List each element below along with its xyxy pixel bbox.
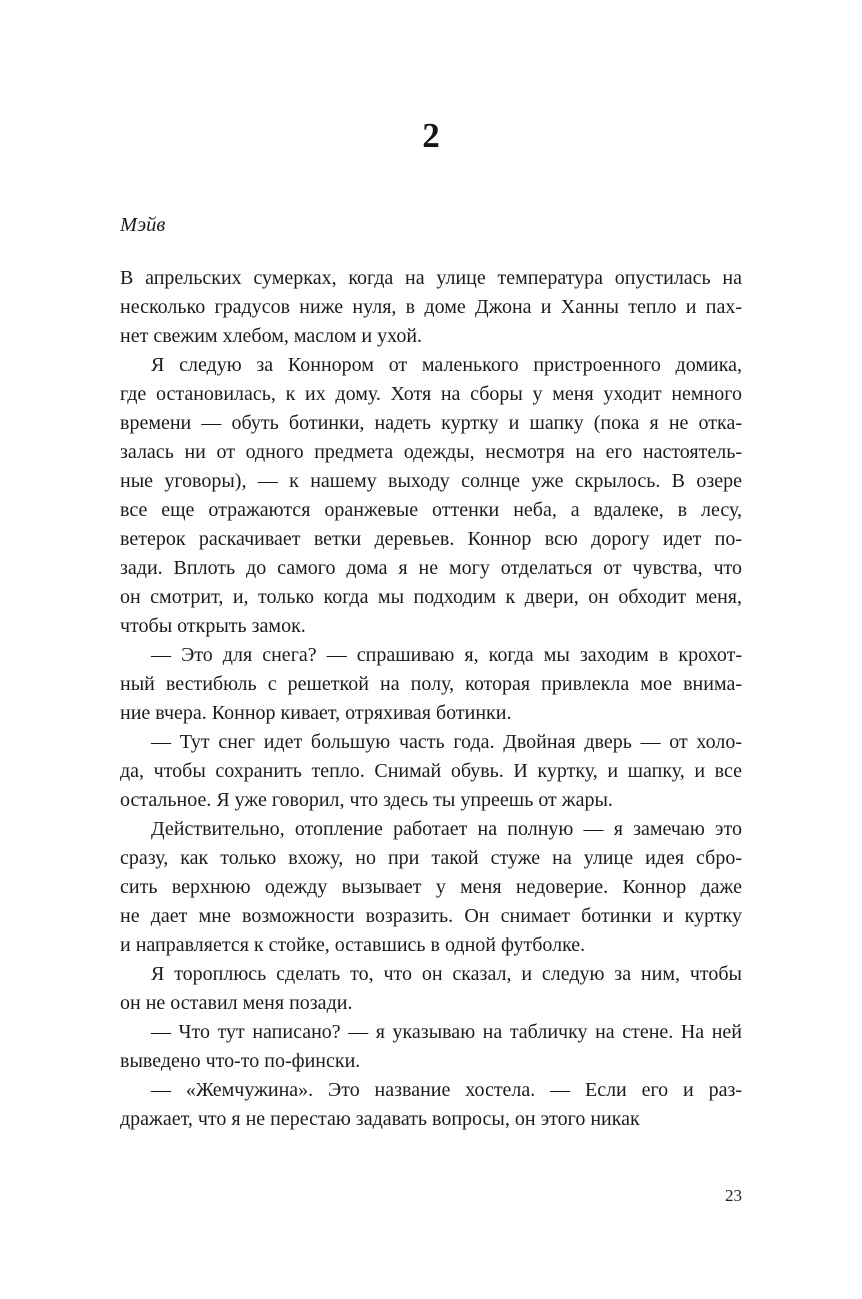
text-line: выведено что-то по-фински. [120, 1050, 361, 1072]
text-line: зади. Вплоть до самого дома я не могу отделаться от чувства, что [120, 557, 742, 579]
text-line: — «Жемчужина». Это название хостела. — Если его и раз- [151, 1079, 742, 1101]
text-line: — Это для снега? — спрашиваю я, когда мы заходим в крохот- [151, 644, 742, 666]
paragraph [120, 960, 742, 1018]
body-text [120, 264, 742, 1134]
text-line: нет свежим хлебом, маслом и ухой. [120, 325, 423, 347]
text-line: — Тут снег идет большую часть года. Двойная дверь — от холо- [151, 731, 742, 753]
paragraph [120, 1018, 742, 1076]
text-line: чтобы открыть замок. [120, 615, 306, 637]
text-line: ние вчера. Коннор кивает, отряхивая ботинки. [120, 702, 512, 724]
paragraph [120, 641, 742, 728]
text-line: все еще отражаются оранжевые оттенки неба, а вдалеке, в лесу, [120, 499, 742, 521]
page-number: 23 [725, 1186, 742, 1205]
text-line: он смотрит, и, только когда мы подходим к двери, он обходит меня, [120, 586, 742, 608]
text-line: ветерок раскачивает ветки деревьев. Коннор всю дорогу идет по- [120, 528, 742, 550]
text-line: где остановилась, к их дому. Хотя на сборы у меня уходит немного [120, 383, 742, 405]
text-line: ные уговоры), — к нашему выходу солнце уже скрылось. В озере [120, 470, 742, 492]
text-line: несколько градусов ниже нуля, в доме Джона и Ханны тепло и пах- [120, 296, 742, 318]
text-line: остальное. Я уже говорил, что здесь ты упреешь от жары. [120, 789, 613, 811]
paragraph [120, 1076, 742, 1134]
text-line: да, чтобы сохранить тепло. Снимай обувь. И куртку, и шапку, и все [120, 760, 742, 782]
text-line: не дает мне возможности возразить. Он снимает ботинки и куртку [120, 905, 742, 927]
text-line: Действительно, отопление работает на полную — я замечаю это [151, 818, 742, 840]
text-line: времени — обуть ботинки, надеть куртку и шапку (пока я не отка- [120, 412, 742, 434]
paragraph [120, 264, 742, 351]
paragraph [120, 815, 742, 960]
text-line: он не оставил меня позади. [120, 992, 353, 1014]
text-line: Я тороплюсь сделать то, что он сказал, и следую за ним, чтобы [151, 963, 742, 985]
text-line: В апрельских сумерках, когда на улице температура опустилась на [120, 267, 742, 289]
chapter-number: 2 [422, 116, 440, 155]
text-line: Я следую за Коннором от маленького пристроенного домика, [151, 354, 742, 376]
text-line: залась ни от одного предмета одежды, несмотря на его настоятель- [120, 441, 742, 463]
narrator-name: Мэйв [120, 214, 166, 236]
text-line: дражает, что я не перестаю задавать вопросы, он этого никак [120, 1108, 640, 1130]
paragraph [120, 351, 742, 641]
paragraph [120, 728, 742, 815]
text-line: сить верхнюю одежду вызывает у меня недоверие. Коннор даже [120, 876, 742, 898]
text-line: ный вестибюль с решеткой на полу, которая привлекла мое внима- [120, 673, 742, 695]
text-line: и направляется к стойке, оставшись в одной футболке. [120, 934, 586, 956]
text-line: сразу, как только вхожу, но при такой стуже на улице идея сбро- [120, 847, 742, 869]
text-line: — Что тут написано? — я указываю на табличку на стене. На ней [151, 1021, 742, 1043]
